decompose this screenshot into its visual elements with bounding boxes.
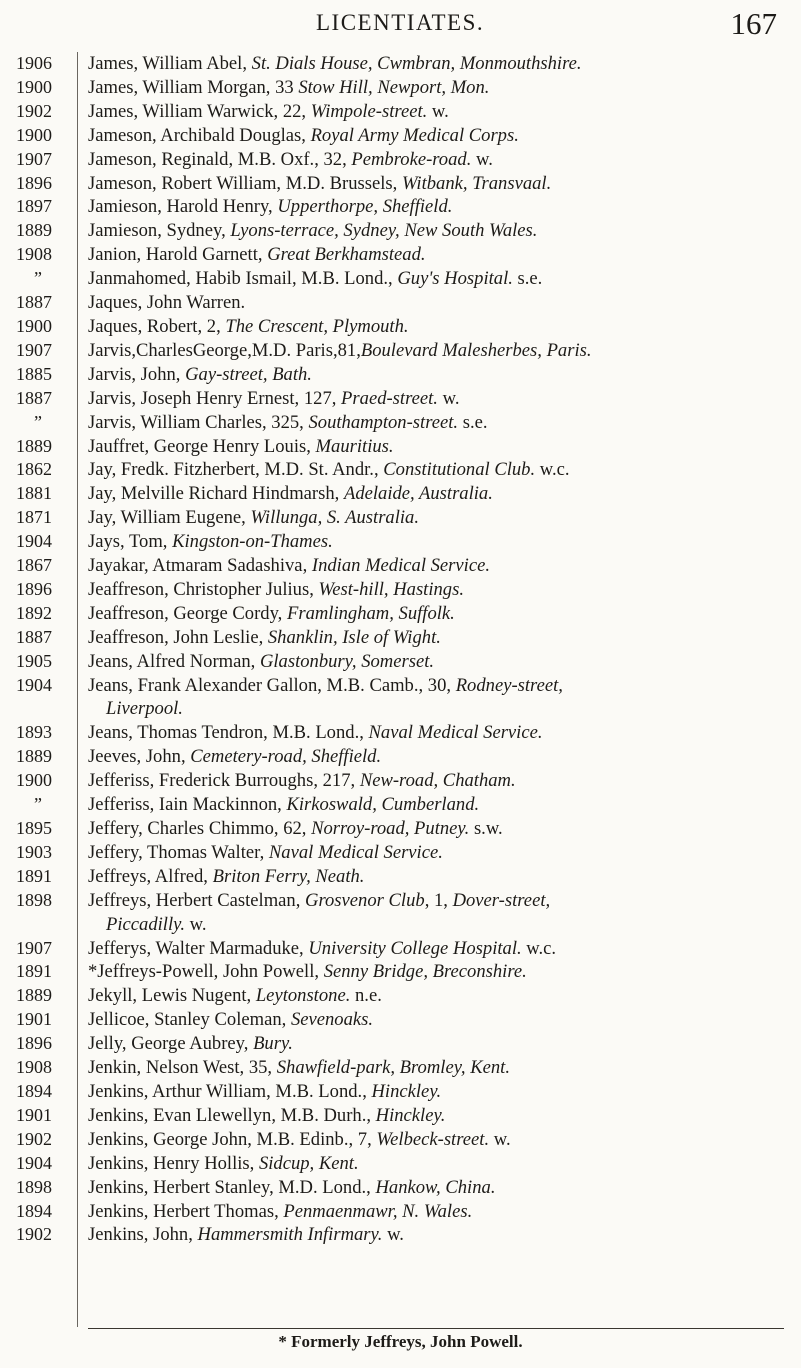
entry-year: 1901 [16, 1009, 52, 1030]
entry-address: Hammersmith Infirmary. [197, 1224, 383, 1246]
entry-address: Leytonstone. [255, 985, 351, 1007]
list-item [0, 602, 801, 626]
entry-name: n.e. [350, 985, 382, 1007]
entry-year: 1908 [16, 1057, 52, 1078]
list-item [0, 1032, 801, 1056]
entry-name: Jauffret, George Henry Louis, [88, 435, 316, 457]
entry-name: w. [427, 100, 449, 122]
entry-name: Jaques, Robert, 2, [88, 315, 226, 337]
entry-text [88, 458, 792, 482]
entry-name: James, William Abel, [88, 53, 252, 74]
entry-address: Shawfield-park, Bromley, Kent. [276, 1057, 510, 1079]
entry-year: 1889 [16, 220, 52, 241]
entry-year: 1900 [16, 124, 52, 145]
list-item [0, 1200, 801, 1224]
entry-year: 1895 [16, 818, 52, 838]
entry-name: w. [471, 148, 493, 170]
list-item [0, 482, 801, 506]
entry-address: Lyons-terrace, Sydney, New South Wales. [230, 220, 538, 242]
entry-address: Hinckley. [371, 1080, 442, 1102]
list-item [0, 817, 801, 841]
list-item [0, 793, 801, 817]
entry-name: Jeans, Alfred Norman, [88, 650, 260, 672]
entry-address: Norroy-road, Putney. [311, 818, 470, 839]
entry-year: ” [34, 794, 42, 815]
entry-address: Naval Medical Service. [268, 841, 443, 863]
entry-address: New-road, Chatham. [359, 770, 516, 792]
entry-address: The Crescent, Plymouth. [225, 315, 409, 337]
entry-name: Jefferys, Walter Marmaduke, [88, 937, 309, 959]
entry-name: Janmahomed, Habib Ismail, M.B. Lond., [88, 268, 398, 290]
entry-address: Hinckley. [375, 1104, 446, 1126]
entry-text [88, 482, 792, 506]
entry-year: 1892 [16, 602, 52, 623]
entry-text [88, 1152, 792, 1176]
list-item [0, 315, 801, 339]
entry-year: 1887 [16, 626, 52, 647]
entry-name: Jeffreys, Alfred, [88, 865, 213, 887]
list-item [0, 865, 801, 889]
entry-address: Dover-street, [452, 889, 551, 911]
entry-year: 1903 [16, 841, 52, 862]
entry-text [88, 172, 792, 196]
entry-text [88, 315, 792, 339]
entry-name: Jayakar, Atmaram Sadashiva, [88, 555, 312, 577]
entry-text [88, 339, 792, 363]
entry-name: Jarvis,CharlesGeorge,M.D. Paris,81, [88, 339, 361, 361]
entry-year: 1900 [16, 315, 52, 336]
entry-year: 1889 [16, 985, 52, 1006]
entry-list [0, 52, 801, 1247]
entry-year: 1887 [16, 387, 52, 408]
list-item [0, 219, 801, 243]
entry-address: Indian Medical Service. [311, 555, 490, 577]
footnote: * Formerly Jeffreys, John Powell. [278, 1332, 523, 1351]
entry-year: 1891 [16, 961, 52, 982]
list-item [0, 100, 801, 124]
entry-name: w. [437, 387, 460, 409]
entry-text [88, 1104, 792, 1128]
list-item [0, 172, 801, 196]
list-item [0, 984, 801, 1008]
entry-address: Upperthorpe, Sheffield. [277, 196, 453, 218]
entry-year: 1904 [16, 531, 52, 552]
entry-address: Guy's Hospital. [397, 268, 513, 290]
entry-text [88, 363, 792, 387]
running-title: LICENTIATES. [316, 10, 485, 35]
entry-address: Welbeck-street. [376, 1128, 490, 1150]
list-item [0, 52, 801, 76]
list-item [0, 1008, 801, 1032]
entry-name: Jarvis, John, [88, 363, 186, 385]
entry-text [88, 1056, 792, 1080]
list-item [0, 1104, 801, 1128]
entry-year: 1871 [16, 507, 52, 528]
entry-address: Pembroke-road. [351, 148, 472, 170]
list-item [0, 124, 801, 148]
entry-address: Wimpole-street. [310, 100, 428, 122]
entry-name: Jefferiss, Frederick Burroughs, 217, [88, 770, 360, 792]
entry-text [88, 769, 792, 793]
entry-name: Jeans, Frank Alexander Gallon, M.B. Camb., 30, [88, 674, 456, 696]
entry-name: James, William Morgan, 33 [88, 76, 299, 98]
entry-year: 1900 [16, 770, 52, 791]
entry-name: Jefferiss, Iain Mackinnon, [88, 794, 287, 816]
entry-name: Jameson, Robert William, M.D. Brussels, [88, 172, 402, 194]
entry-address: Constitutional Club. [383, 459, 536, 481]
entry-name: Jeaffreson, John Leslie, [88, 626, 268, 648]
entry-text [88, 889, 792, 913]
entry-year: 1885 [16, 363, 52, 384]
entry-address: Royal Army Medical Corps. [310, 124, 519, 146]
list-item [0, 1056, 801, 1080]
entry-name: s.e. [458, 411, 488, 433]
entry-year: 1907 [16, 339, 52, 360]
entry-address: Sidcup, Kent. [258, 1152, 359, 1174]
list-item [0, 243, 801, 267]
entry-name: w. [489, 1128, 511, 1150]
entry-address: Piccadilly. [106, 913, 185, 935]
list-item [0, 960, 801, 984]
entry-address: Mauritius. [315, 435, 394, 457]
entry-name: w.c. [521, 937, 557, 959]
entry-text [88, 1080, 792, 1104]
entry-year: 1891 [16, 865, 52, 886]
entry-text [88, 1223, 792, 1247]
entry-year: 1881 [16, 483, 52, 504]
entry-name: Jenkins, Herbert Thomas, [88, 1200, 284, 1222]
entry-text [88, 195, 792, 219]
entry-address: St. Dials House, Cwmbran, Monmouthshire. [251, 53, 582, 74]
entry-text [88, 650, 792, 674]
entry-address: West-hill, Hastings. [318, 578, 464, 600]
entry-year: 1902 [16, 1224, 52, 1245]
entry-name: Jeaffreson, George Cordy, [88, 602, 287, 624]
entry-year: ” [34, 268, 42, 289]
entry-name: Jeeves, John, [88, 746, 191, 768]
entry-text [88, 937, 792, 961]
list-item [0, 148, 801, 172]
list-item [0, 554, 801, 578]
list-item [0, 650, 801, 674]
entry-year: 1889 [16, 435, 52, 456]
entry-text [88, 721, 792, 745]
entry-year: ” [34, 411, 42, 432]
list-item [0, 841, 801, 865]
list-item [0, 291, 801, 315]
entry-name: Janion, Harold Garnett, [88, 244, 268, 266]
footnote-rule [88, 1328, 784, 1329]
entry-name: w.c. [535, 459, 570, 481]
entry-year: 1893 [16, 722, 52, 743]
entry-address: Gay-street, Bath. [185, 363, 312, 385]
entry-address: Southampton-street. [308, 411, 459, 433]
entry-text [88, 960, 792, 984]
entry-text [88, 817, 792, 841]
entry-text [88, 674, 792, 698]
entry-year: 1908 [16, 244, 52, 265]
entry-name: Jenkins, Arthur William, M.B. Lond., [88, 1080, 372, 1102]
entry-year: 1902 [16, 100, 52, 121]
entry-name: Jamieson, Harold Henry, [88, 196, 278, 218]
page-number: 167 [730, 6, 777, 41]
list-item [0, 889, 801, 937]
entry-text [88, 435, 792, 459]
entry-address: Willunga, S. Australia. [250, 507, 420, 529]
entry-text [88, 1176, 792, 1200]
entry-year: 1898 [16, 889, 52, 910]
entry-text [88, 387, 792, 411]
entry-text [88, 626, 792, 650]
entry-address: Stow Hill, Newport, Mon. [298, 76, 490, 98]
entry-text [88, 52, 792, 76]
entry-name: Jeaffreson, Christopher Julius, [88, 578, 319, 600]
entry-address: Naval Medical Service. [368, 722, 543, 744]
entry-year: 1867 [16, 555, 52, 576]
entry-year: 1905 [16, 650, 52, 671]
entry-text [88, 602, 792, 626]
list-item [0, 721, 801, 745]
entry-text [88, 554, 792, 578]
entry-name: Jelly, George Aubrey, [88, 1033, 254, 1055]
entry-text [88, 984, 792, 1008]
entry-name: Jarvis, William Charles, 325, [88, 411, 309, 433]
entry-year: 1900 [16, 76, 52, 97]
entry-text [88, 124, 792, 148]
entry-name: Jenkins, Henry Hollis, [88, 1152, 259, 1174]
entry-name: Jeffery, Charles Chimmo, 62, [88, 818, 312, 839]
entry-text [88, 578, 792, 602]
entry-name: Jarvis, Joseph Henry Ernest, 127, [88, 387, 342, 409]
entry-year: 1889 [16, 746, 52, 767]
entry-text [88, 219, 792, 243]
entry-text [88, 1008, 792, 1032]
list-item [0, 1080, 801, 1104]
entry-address: Bury. [253, 1033, 293, 1055]
entry-text [88, 1200, 792, 1224]
list-item [0, 626, 801, 650]
entry-address: Great Berkhamstead. [267, 244, 426, 266]
list-item [0, 937, 801, 961]
entry-name: Jay, Fredk. Fitzherbert, M.D. St. Andr., [88, 459, 384, 481]
entry-year: 1904 [16, 1152, 52, 1173]
entry-name: s.e. [512, 268, 543, 290]
entry-text [88, 100, 792, 124]
list-item [0, 769, 801, 793]
entry-text-continued [106, 697, 801, 721]
entry-address: Grosvenor Club [305, 889, 425, 911]
entry-text [88, 243, 792, 267]
entry-name: Jeffery, Thomas Walter, [88, 841, 269, 863]
list-item [0, 674, 801, 722]
entry-name: , 1, [424, 889, 453, 911]
list-item [0, 363, 801, 387]
entry-name: Jenkin, Nelson West, 35, [88, 1057, 277, 1079]
entry-name: Jeffreys, Herbert Castelman, [88, 889, 306, 911]
list-item [0, 435, 801, 459]
list-item [0, 339, 801, 363]
entry-year: 1901 [16, 1104, 52, 1125]
entry-name: Jay, Melville Richard Hindmarsh, [88, 483, 344, 505]
entry-text [88, 865, 792, 889]
entry-text [88, 1128, 792, 1152]
entry-address: Praed-street. [341, 387, 438, 409]
entry-address: University College Hospital. [308, 937, 522, 959]
list-item [0, 458, 801, 482]
entry-name: *Jeffreys-Powell, John Powell, [88, 961, 324, 983]
entry-text [88, 291, 792, 315]
entry-address: Boulevard Malesherbes, Paris. [360, 339, 592, 361]
entry-address: Witbank, Transvaal. [401, 172, 552, 194]
entry-year: 1887 [16, 292, 52, 313]
entry-year: 1906 [16, 53, 52, 73]
entry-address: Adelaide, Australia. [343, 483, 493, 505]
list-item [0, 1128, 801, 1152]
entry-text [88, 411, 792, 435]
entry-address: Hankow, China. [375, 1176, 496, 1198]
entry-address: Rodney-street, [455, 674, 563, 696]
entry-name: Jameson, Archibald Douglas, [88, 124, 311, 146]
list-item [0, 506, 801, 530]
entry-year: 1896 [16, 1033, 52, 1054]
list-item [0, 76, 801, 100]
page-header [0, 6, 801, 46]
entry-text [88, 530, 792, 554]
entry-text-continued [106, 913, 801, 937]
entry-address: Sevenoaks. [290, 1009, 374, 1031]
list-item [0, 1176, 801, 1200]
entry-year: 1907 [16, 148, 52, 169]
entry-text [88, 76, 792, 100]
entry-year: 1896 [16, 172, 52, 193]
entry-year: 1896 [16, 578, 52, 599]
entry-name: Jenkins, Evan Llewellyn, M.B. Durh., [88, 1104, 376, 1126]
entry-name: Jenkins, Herbert Stanley, M.D. Lond., [88, 1176, 376, 1198]
list-item [0, 267, 801, 291]
list-item [0, 530, 801, 554]
entry-name: Jays, Tom, [88, 531, 173, 553]
entry-name: Jellicoe, Stanley Coleman, [88, 1009, 291, 1031]
list-item [0, 1223, 801, 1247]
entry-address: Kirkoswald, Cumberland. [286, 794, 480, 816]
entry-name: Jay, William Eugene, [88, 507, 251, 529]
entry-address: Briton Ferry, Neath. [212, 865, 365, 887]
entry-name: James, William Warwick, 22, [88, 100, 311, 122]
entry-address: Cemetery-road, Sheffield. [190, 746, 382, 768]
entry-address: Framlingham, Suffolk. [286, 602, 455, 624]
entry-name: w. [185, 913, 207, 935]
entry-text [88, 506, 792, 530]
entry-address: Shanklin, Isle of Wight. [267, 626, 441, 648]
entry-year: 1907 [16, 937, 52, 958]
entry-name: Jameson, Reginald, M.B. Oxf., 32, [88, 148, 352, 170]
entry-text [88, 841, 792, 865]
entry-name: s.w. [469, 818, 503, 839]
entry-year: 1897 [16, 196, 52, 217]
entry-address: Senny Bridge, Breconshire. [323, 961, 527, 983]
entry-name: w. [382, 1224, 404, 1246]
entry-year: 1894 [16, 1080, 52, 1101]
list-item [0, 411, 801, 435]
entry-text [88, 745, 792, 769]
entry-text [88, 148, 792, 172]
list-item [0, 1152, 801, 1176]
entry-address: Liverpool. [106, 698, 183, 720]
entry-address: Glastonbury, Somerset. [259, 650, 435, 672]
entry-address: Kingston-on-Thames. [172, 531, 333, 553]
entry-name: Jenkins, George John, M.B. Edinb., 7, [88, 1128, 377, 1150]
entry-name: Jamieson, Sydney, [88, 220, 231, 242]
entry-name: Jekyll, Lewis Nugent, [88, 985, 256, 1007]
entry-name: Jaques, John Warren. [88, 292, 246, 314]
entry-year: 1894 [16, 1200, 52, 1221]
entry-text [88, 793, 792, 817]
entry-year: 1902 [16, 1128, 52, 1149]
entry-year: 1862 [16, 459, 52, 480]
list-item [0, 578, 801, 602]
entry-text [88, 267, 792, 291]
entry-year: 1898 [16, 1176, 52, 1197]
list-item [0, 745, 801, 769]
entry-address: Penmaenmawr, N. Wales. [283, 1200, 473, 1222]
list-item [0, 387, 801, 411]
list-item [0, 195, 801, 219]
entry-name: Jenkins, John, [88, 1224, 198, 1246]
entry-year: 1904 [16, 674, 52, 695]
entry-name: Jeans, Thomas Tendron, M.B. Lond., [88, 722, 369, 744]
entry-text [88, 1032, 792, 1056]
